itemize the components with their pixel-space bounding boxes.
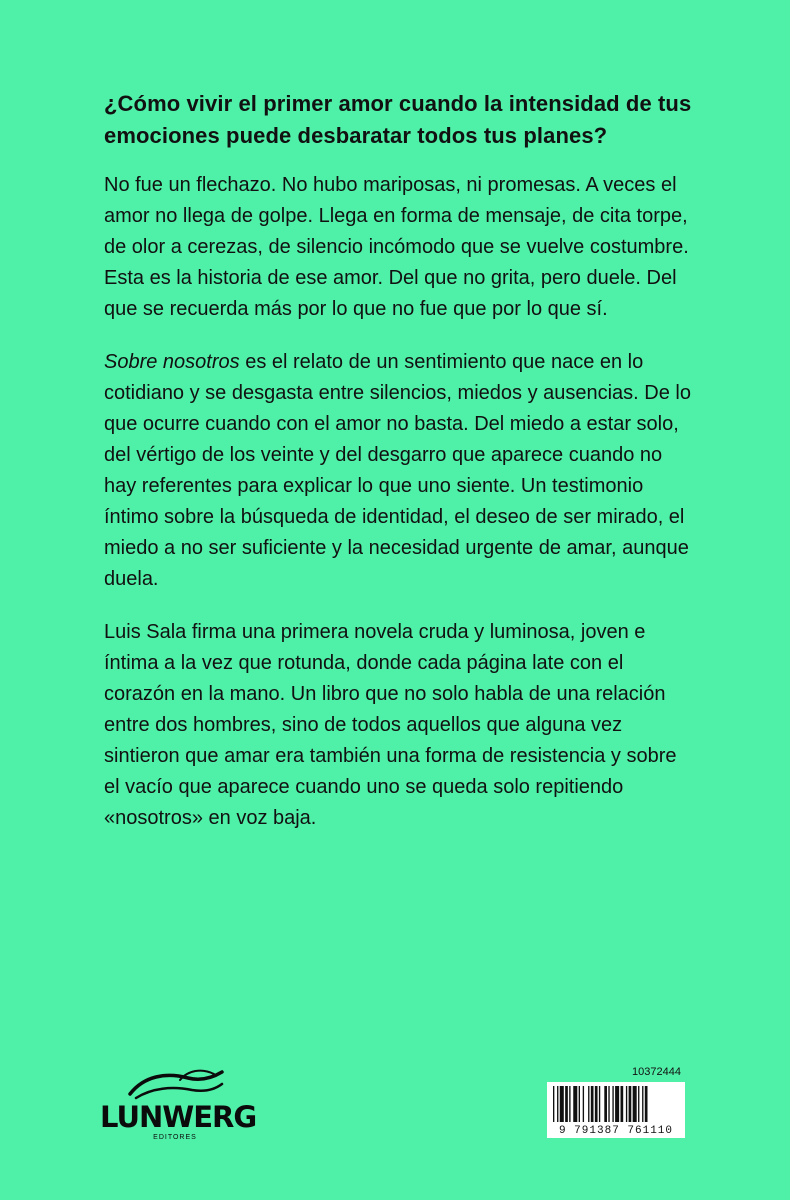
barcode bbox=[547, 1082, 685, 1138]
publisher-subtitle: EDITORES bbox=[153, 1134, 197, 1141]
publisher-name: LUNWERG bbox=[100, 1100, 257, 1134]
paragraph-2 bbox=[104, 347, 694, 595]
headline: ¿Cómo vivir el primer amor cuando la intensidad de tus emociones puede desbaratar todos tus planes? bbox=[104, 91, 692, 148]
book-title-italic: Sobre nosotros bbox=[104, 351, 240, 373]
synopsis bbox=[104, 88, 694, 856]
barcode-block bbox=[547, 1066, 685, 1138]
paragraph-1: No fue un flechazo. No hubo mariposas, ni promesas. A veces el amor no llega de golpe. Llega en forma de mensaje, de cita torpe, de olor a cerezas, de silencio incómodo que se vuelve costumbre. Esta es la historia de ese amor. Del que no grita, pero duele. Del que se recuerda más por lo que no fue que por lo que sí. bbox=[104, 174, 689, 320]
publisher-logo bbox=[100, 1068, 257, 1148]
wing-icon bbox=[122, 1068, 228, 1102]
barcode-id: 10372444 bbox=[632, 1066, 681, 1078]
paragraph-2-text: es el relato de un sentimiento que nace en lo cotidiano y se desgasta entre silencios, miedos y ausencias. De lo que ocurre cuando con el amor no basta. Del miedo a estar solo, del vértigo de los veinte y del desgarro que aparece cuando no hay referentes para explicar lo que uno siente. Un testimonio íntimo sobre la búsqueda de identidad, el deseo de ser mirado, el miedo a no ser suficiente y la necesidad urgente de amar, aunque duela. bbox=[104, 351, 691, 590]
barcode-digits: 9 791387 761110 bbox=[558, 1125, 674, 1137]
paragraph-3: Luis Sala firma una primera novela cruda y luminosa, joven e íntima a la vez que rotunda, donde cada página late con el corazón en la mano. Un libro que no solo habla de una relación entre dos hombres, sino de todos aquellos que alguna vez sintieron que amar era también una forma de resistencia y sobre el vacío que aparece cuando uno se queda solo repitiendo «nosotros» en voz baja. bbox=[104, 621, 677, 829]
barcode-bars bbox=[553, 1086, 679, 1122]
